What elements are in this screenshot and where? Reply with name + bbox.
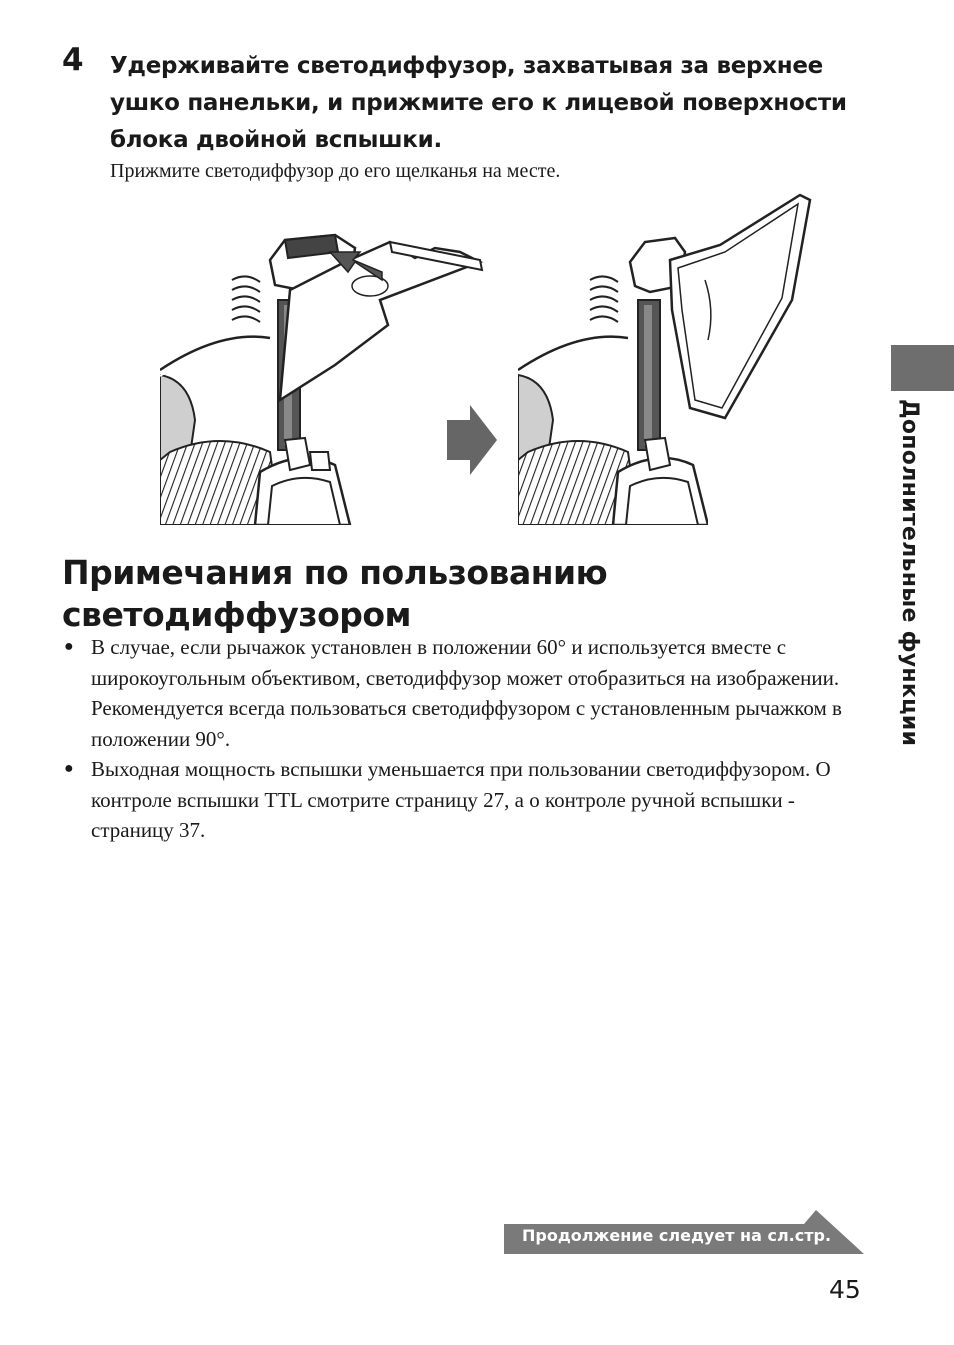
note-text: Выходная мощность вспышки уменьшается при пользовании светодиффузором. О контроле вспышки TTL смотрите страницу 27, а о контроле ручной вспышки - страницу 37. <box>91 757 831 842</box>
flash-cable-icon <box>232 276 260 322</box>
lens-icon-right <box>518 375 708 525</box>
notes-list <box>62 632 870 846</box>
chapter-tab <box>891 345 954 391</box>
bullet-icon: ● <box>64 760 74 777</box>
note-text: В случае, если рычажок установлен в положении 60° и используется вместе с широкоугольным объективом, светодиффузор может отобразиться на изображении. Рекомендуется всегда пользоваться светодиффузором с установленным рычажком в положении 90°. <box>91 635 842 751</box>
diffuser-panel-icon-right <box>670 195 810 418</box>
lens-icon <box>160 375 350 525</box>
list-item <box>62 754 870 846</box>
section-title: Примечания по пользованию светодиффузором <box>62 553 608 634</box>
step-title: Удерживайте светодиффузор, захватывая за верхнее ушко панельки, и прижмите его к лицевой поверхности блока двойной вспышки. <box>110 53 847 153</box>
chapter-label: Дополнительные функции <box>897 399 922 747</box>
page-number: 45 <box>829 1275 861 1304</box>
step-number: 4 <box>62 42 84 78</box>
arrow-right-icon <box>447 405 497 475</box>
step-instruction: Прижмите светодиффузор до его щелканья на месте. <box>110 160 561 182</box>
diffuser-illustration <box>160 190 820 525</box>
continue-label: Продолжение следует на сл.стр. <box>522 1226 832 1245</box>
bullet-icon: ● <box>64 638 74 655</box>
list-item <box>62 632 870 754</box>
